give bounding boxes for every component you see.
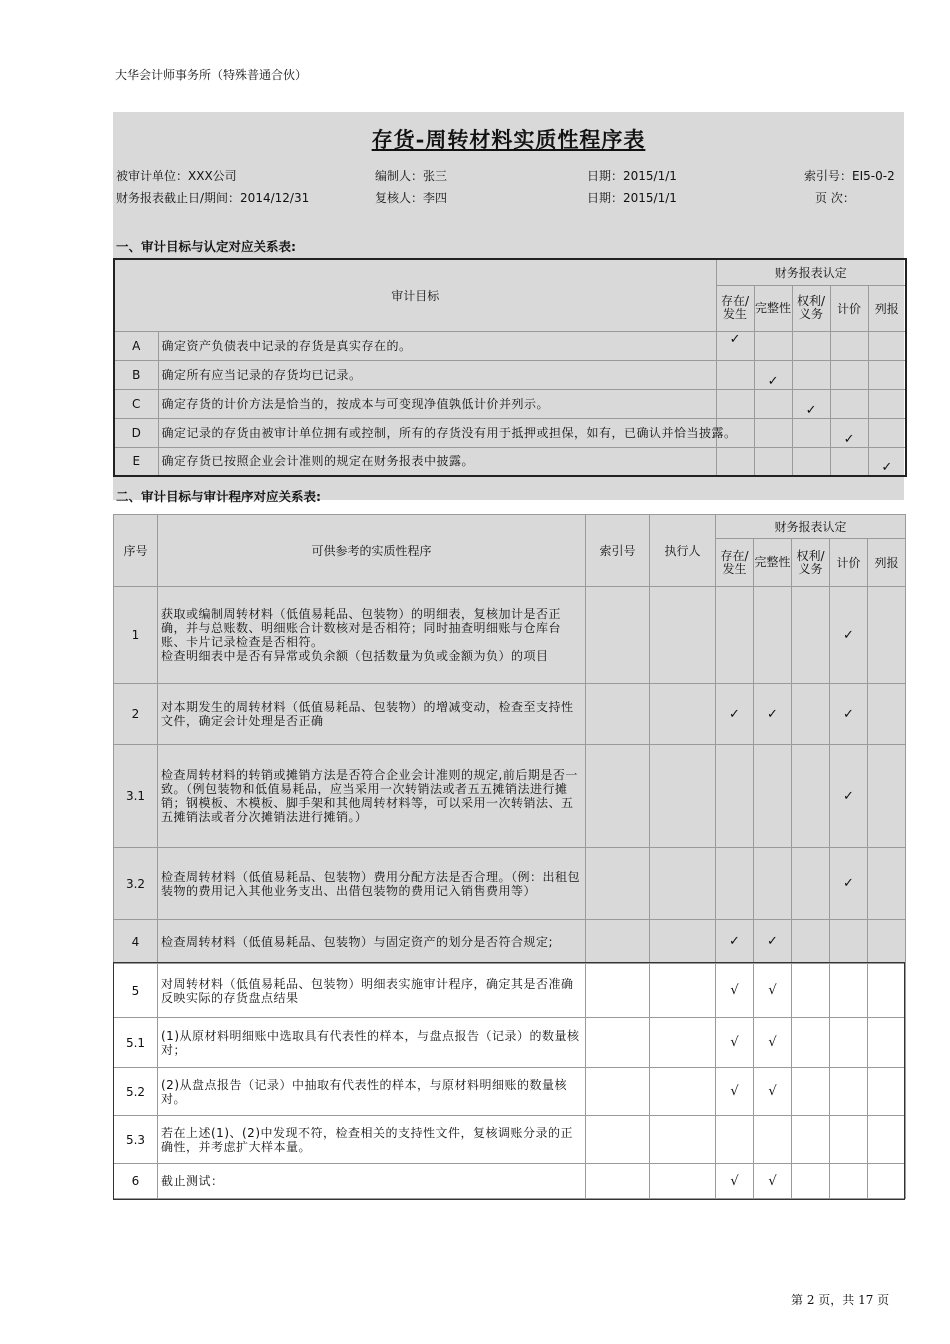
check-mark <box>716 447 754 476</box>
preparer: 编制人：张三 <box>375 169 448 183</box>
section1-heading: 一、审计目标与认定对应关系表: <box>116 239 296 254</box>
check-mark: √ <box>754 1018 792 1068</box>
objective-text: 确定所有应当记录的存货均已记录。 <box>158 360 716 389</box>
procedure-no: 6 <box>114 1164 158 1199</box>
procedure-no: 1 <box>114 587 158 684</box>
procedure-index <box>586 684 650 745</box>
check-mark <box>754 447 792 476</box>
report-period: 财务报表截止日/期间：2014/12/31 <box>116 191 310 205</box>
objective-row <box>114 447 906 476</box>
assertion-presentation: 列报 <box>868 539 906 587</box>
objective-row <box>114 389 906 418</box>
index-header: 索引号 <box>586 515 650 587</box>
procedure-index <box>586 848 650 920</box>
check-mark <box>830 964 868 1018</box>
check-mark: ✓ <box>716 684 754 745</box>
assertion-existence: 存在/发生 <box>716 285 754 331</box>
check-mark <box>792 745 830 848</box>
page-title: 存货-周转材料实质性程序表 <box>371 127 646 152</box>
procedure-table <box>113 514 906 1199</box>
check-mark <box>792 684 830 745</box>
check-mark <box>868 331 906 360</box>
check-mark <box>830 331 868 360</box>
procedure-no: 5 <box>114 964 158 1018</box>
procedure-text: 检查周转材料的转销或摊销方法是否符合企业会计准则的规定,前后期是否一致。（例包装物和低值易耗品，应当采用一次转销法或者五五摊销法进行摊销；钢模板、木模板、脚手架和其他周转材料等，可以采用一次转销法、五五摊销法或者分次摊销法进行摊销。） <box>158 745 586 848</box>
objective-assertion-table <box>113 258 907 477</box>
check-mark <box>716 745 754 848</box>
check-mark <box>716 1116 754 1164</box>
check-mark <box>716 587 754 684</box>
check-mark <box>754 587 792 684</box>
procedure-executor <box>650 1164 716 1199</box>
page-number-label: 页 次： <box>815 191 855 205</box>
check-mark <box>830 1164 868 1199</box>
check-mark: √ <box>754 964 792 1018</box>
objective-id: A <box>114 331 158 360</box>
procedure-index <box>586 587 650 684</box>
objective-row <box>114 418 906 447</box>
procedure-index <box>586 1164 650 1199</box>
check-mark <box>830 1116 868 1164</box>
check-mark <box>830 1068 868 1116</box>
check-mark <box>830 447 868 476</box>
assertion-completeness: 完整性 <box>754 285 792 331</box>
procedure-executor <box>650 964 716 1018</box>
procedure-executor <box>650 587 716 684</box>
check-mark <box>792 1068 830 1116</box>
procedure-executor <box>650 1116 716 1164</box>
procedure-executor <box>650 745 716 848</box>
check-mark <box>868 389 906 418</box>
check-mark: ✓ <box>754 920 792 964</box>
check-mark <box>792 1164 830 1199</box>
check-mark: ✓ <box>868 447 906 476</box>
check-mark <box>868 745 906 848</box>
procedure-index <box>586 920 650 964</box>
check-mark: ✓ <box>830 745 868 848</box>
auditee: 被审计单位：XXX公司 <box>116 169 237 183</box>
check-mark <box>830 360 868 389</box>
check-mark <box>868 360 906 389</box>
check-mark <box>792 331 830 360</box>
procedure-text: 检查周转材料（低值易耗品、包装物）与固定资产的划分是否符合规定; <box>158 920 586 964</box>
check-mark <box>868 684 906 745</box>
procedure-no: 3.1 <box>114 745 158 848</box>
check-mark: ✓ <box>830 587 868 684</box>
objective-row <box>114 331 906 360</box>
check-mark <box>792 920 830 964</box>
check-mark <box>792 418 830 447</box>
objective-row <box>114 360 906 389</box>
procedure-executor <box>650 684 716 745</box>
check-mark <box>792 587 830 684</box>
check-mark: √ <box>754 1068 792 1116</box>
check-mark <box>830 920 868 964</box>
assertion-valuation: 计价 <box>830 539 868 587</box>
executor-header: 执行人 <box>650 515 716 587</box>
objective-text: 确定存货的计价方法是恰当的，按成本与可变现净值孰低计价并列示。 <box>158 389 716 418</box>
objective-text: 确定资产负债表中记录的存货是真实存在的。 <box>158 331 716 360</box>
review-date: 日期：2015/1/1 <box>587 191 677 205</box>
procedure-text: (2)从盘点报告（记录）中抽取有代表性的样本，与原材料明细账的数量核对。 <box>158 1068 586 1116</box>
check-mark <box>716 389 754 418</box>
procedure-executor <box>650 920 716 964</box>
procedure-row <box>114 1018 906 1068</box>
section2-heading: 二、审计目标与审计程序对应关系表: <box>116 489 321 504</box>
check-mark <box>792 360 830 389</box>
procedure-index <box>586 1068 650 1116</box>
check-mark: ✓ <box>830 684 868 745</box>
procedure-row <box>114 848 906 920</box>
check-mark <box>868 587 906 684</box>
procedure-row <box>114 684 906 745</box>
check-mark: √ <box>754 1164 792 1199</box>
check-mark: √ <box>716 964 754 1018</box>
procedure-index <box>586 745 650 848</box>
check-mark: ✓ <box>792 389 830 418</box>
check-mark: ✓ <box>754 684 792 745</box>
check-mark <box>754 418 792 447</box>
procedure-row <box>114 964 906 1018</box>
objective-id: C <box>114 389 158 418</box>
assertion-rights: 权利/义务 <box>792 285 830 331</box>
procedure-executor <box>650 848 716 920</box>
check-mark: √ <box>716 1068 754 1116</box>
procedure-no: 2 <box>114 684 158 745</box>
check-mark: ✓ <box>830 418 868 447</box>
procedure-executor <box>650 1018 716 1068</box>
procedure-text: (1)从原材料明细账中选取具有代表性的样本，与盘点报告（记录）的数量核对； <box>158 1018 586 1068</box>
objective-id: D <box>114 418 158 447</box>
procedure-executor <box>650 1068 716 1116</box>
check-mark <box>754 389 792 418</box>
check-mark <box>754 745 792 848</box>
reviewer: 复核人：李四 <box>375 191 448 205</box>
prepare-date: 日期：2015/1/1 <box>587 169 677 183</box>
objective-header: 审计目标 <box>114 259 716 331</box>
procedure-row <box>114 920 906 964</box>
check-mark: ✓ <box>716 920 754 964</box>
check-mark: ✓ <box>754 360 792 389</box>
procedure-index <box>586 964 650 1018</box>
procedure-row <box>114 1164 906 1199</box>
procedure-text: 获取或编制周转材料（低值易耗品、包装物）的明细表，复核加计是否正确，并与总账数、明细账合计数核对是否相符；同时抽查明细账与仓库台账、卡片记录检查是否相符。 检查明细表中是否有异常或负余额（包括数量为负或金额为负）的项目 <box>158 587 586 684</box>
procedure-text: 截止测试： <box>158 1164 586 1199</box>
objective-id: E <box>114 447 158 476</box>
check-mark <box>830 389 868 418</box>
procedure-no: 3.2 <box>114 848 158 920</box>
index-number: 索引号：EI5-0-2 <box>804 169 895 183</box>
check-mark <box>868 1018 906 1068</box>
procedure-no: 5.1 <box>114 1018 158 1068</box>
check-mark: √ <box>716 1018 754 1068</box>
check-mark <box>830 1018 868 1068</box>
assertion-header: 财务报表认定 <box>716 515 906 539</box>
check-mark <box>792 447 830 476</box>
check-mark <box>868 1164 906 1199</box>
check-mark <box>868 848 906 920</box>
check-mark <box>868 920 906 964</box>
check-mark <box>792 1116 830 1164</box>
objective-id: B <box>114 360 158 389</box>
procedure-row <box>114 587 906 684</box>
procedure-row <box>114 1116 906 1164</box>
check-mark <box>792 964 830 1018</box>
check-mark <box>754 848 792 920</box>
procedure-no: 5.3 <box>114 1116 158 1164</box>
check-mark <box>754 331 792 360</box>
procedure-index <box>586 1116 650 1164</box>
assertion-existence: 存在/发生 <box>716 539 754 587</box>
check-mark <box>792 848 830 920</box>
assertion-completeness: 完整性 <box>754 539 792 587</box>
firm-name: 大华会计师事务所（特殊普通合伙） <box>115 68 308 82</box>
check-mark: ✓ <box>716 331 754 360</box>
page-footer: 第 2 页，共 17 页 <box>791 1293 890 1307</box>
procedure-no: 5.2 <box>114 1068 158 1116</box>
check-mark <box>868 1068 906 1116</box>
procedure-row <box>114 1068 906 1116</box>
check-mark: ✓ <box>830 848 868 920</box>
procedure-header: 可供参考的实质性程序 <box>158 515 586 587</box>
no-header: 序号 <box>114 515 158 587</box>
procedure-text: 检查周转材料（低值易耗品、包装物）费用分配方法是否合理。（例：出租包装物的费用记入其他业务支出、出借包装物的费用记入销售费用等） <box>158 848 586 920</box>
procedure-row <box>114 745 906 848</box>
procedure-text: 对周转材料（低值易耗品、包装物）明细表实施审计程序，确定其是否准确反映实际的存货盘点结果 <box>158 964 586 1018</box>
check-mark: √ <box>716 1164 754 1199</box>
check-mark <box>716 360 754 389</box>
check-mark <box>868 964 906 1018</box>
objective-text: 确定记录的存货由被审计单位拥有或控制，所有的存货没有用于抵押或担保，如有，已确认并恰当披露。 <box>158 418 716 447</box>
check-mark <box>754 1116 792 1164</box>
assertion-header: 财务报表认定 <box>716 259 906 285</box>
check-mark <box>792 1018 830 1068</box>
procedure-index <box>586 1018 650 1068</box>
procedure-text: 对本期发生的周转材料（低值易耗品、包装物）的增减变动，检查至支持性文件，确定会计处理是否正确 <box>158 684 586 745</box>
assertion-valuation: 计价 <box>830 285 868 331</box>
check-mark <box>868 1116 906 1164</box>
objective-text: 确定存货已按照企业会计准则的规定在财务报表中披露。 <box>158 447 716 476</box>
procedure-text: 若在上述(1)、(2)中发现不符，检查相关的支持性文件，复核调账分录的正确性，并考虑扩大样本量。 <box>158 1116 586 1164</box>
assertion-presentation: 列报 <box>868 285 906 331</box>
procedure-no: 4 <box>114 920 158 964</box>
check-mark <box>868 418 906 447</box>
check-mark <box>716 848 754 920</box>
assertion-rights: 权利/义务 <box>792 539 830 587</box>
